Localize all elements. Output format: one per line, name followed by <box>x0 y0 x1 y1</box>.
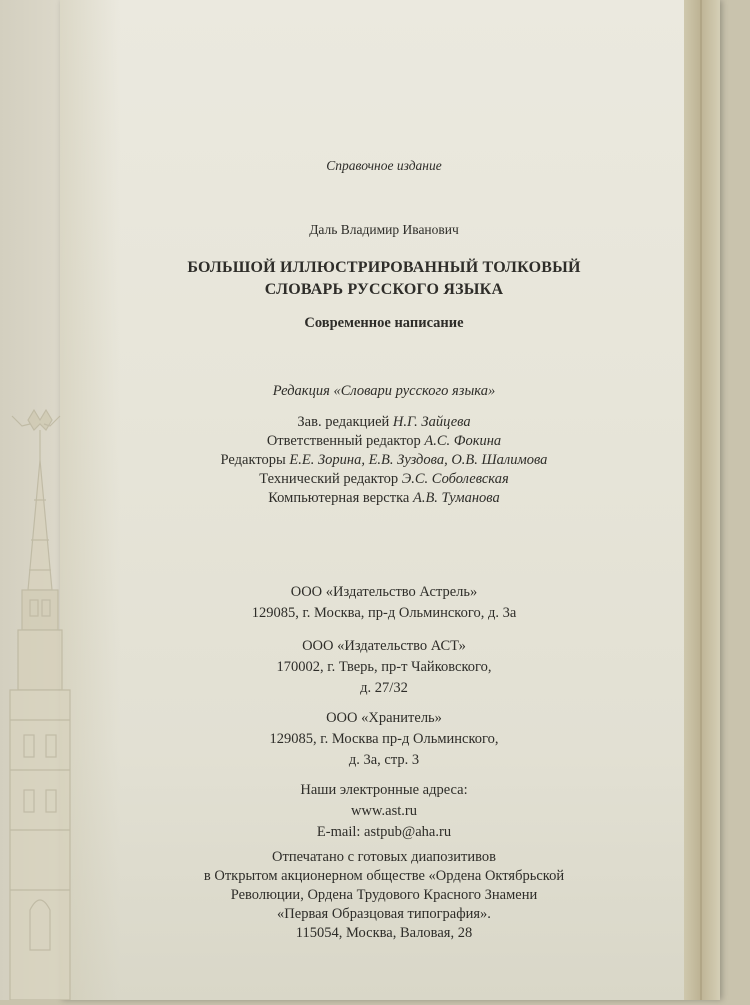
printing-line: Отпечатано с готовых диапозитивов <box>272 849 496 865</box>
staff-role: Зав. редакцией <box>297 414 390 430</box>
publisher-name: ООО «Хранитель» <box>326 710 442 726</box>
staff-role: Технический редактор <box>259 471 399 487</box>
staff-line <box>18 489 750 508</box>
staff-role: Компьютерная верстка <box>268 490 410 506</box>
book-title-line-2: СЛОВАРЬ РУССКОГО ЯЗЫКА <box>264 281 504 298</box>
printing-line: «Первая Образцовая типография». <box>277 906 491 922</box>
staff-role: Редакторы <box>220 452 286 468</box>
publisher-khranitel <box>0 708 750 771</box>
staff-name: Э.С. Соболевская <box>401 471 509 487</box>
editorial-department: Редакция «Словари русского языка» <box>272 383 496 399</box>
publisher-name: ООО «Издательство Астрель» <box>290 584 478 600</box>
publisher-name: ООО «Издательство АСТ» <box>302 638 466 654</box>
editorial-department-block <box>0 382 750 401</box>
staff-role: Ответственный редактор <box>266 433 421 449</box>
publisher-ast <box>0 636 750 699</box>
author-block <box>0 222 750 238</box>
staff-name: Н.Г. Зайцева <box>392 414 471 430</box>
book-subtitle: Современное написание <box>304 315 464 331</box>
staff-line <box>18 470 750 489</box>
publisher-address: 129085, г. Москва пр-д Ольминского, <box>269 731 499 747</box>
contacts-heading: Наши электронные адреса: <box>300 782 468 798</box>
staff-line <box>18 451 750 470</box>
contacts-block <box>0 780 750 843</box>
author-name: Даль Владимир Иванович <box>309 222 459 237</box>
subtitle-block <box>0 315 750 332</box>
publisher-address: 129085, г. Москва, пр-д Ольминского, д. 3а <box>251 605 517 621</box>
edition-type: Справочное издание <box>326 158 442 173</box>
header-block <box>0 158 750 174</box>
publisher-astrel <box>0 582 750 624</box>
staff-line <box>18 413 750 432</box>
email-address: E-mail: astpub@aha.ru <box>316 824 452 840</box>
staff-line <box>18 432 750 451</box>
printing-line: 115054, Москва, Валовая, 28 <box>295 925 473 941</box>
book-title-line-1: БОЛЬШОЙ ИЛЛЮСТРИРОВАННЫЙ ТОЛКОВЫЙ <box>187 259 581 276</box>
staff-name: Е.Е. Зорина, Е.В. Зуздова, О.В. Шалимова <box>289 452 548 468</box>
printing-block <box>0 848 750 943</box>
staff-name: А.В. Туманова <box>412 490 500 506</box>
publisher-address: д. 3а, стр. 3 <box>348 752 420 768</box>
printing-line: в Открытом акционерном обществе «Ордена Октябрьской <box>203 868 565 884</box>
title-block <box>0 257 750 301</box>
editorial-staff-list <box>0 413 750 508</box>
printing-line: Революции, Ордена Трудового Красного Знамени <box>230 887 538 903</box>
website-link: www.ast.ru <box>351 803 417 819</box>
publisher-address: 170002, г. Тверь, пр-т Чайковского, <box>276 659 492 675</box>
publisher-address: д. 27/32 <box>360 680 408 696</box>
staff-name: А.С. Фокина <box>424 433 502 449</box>
